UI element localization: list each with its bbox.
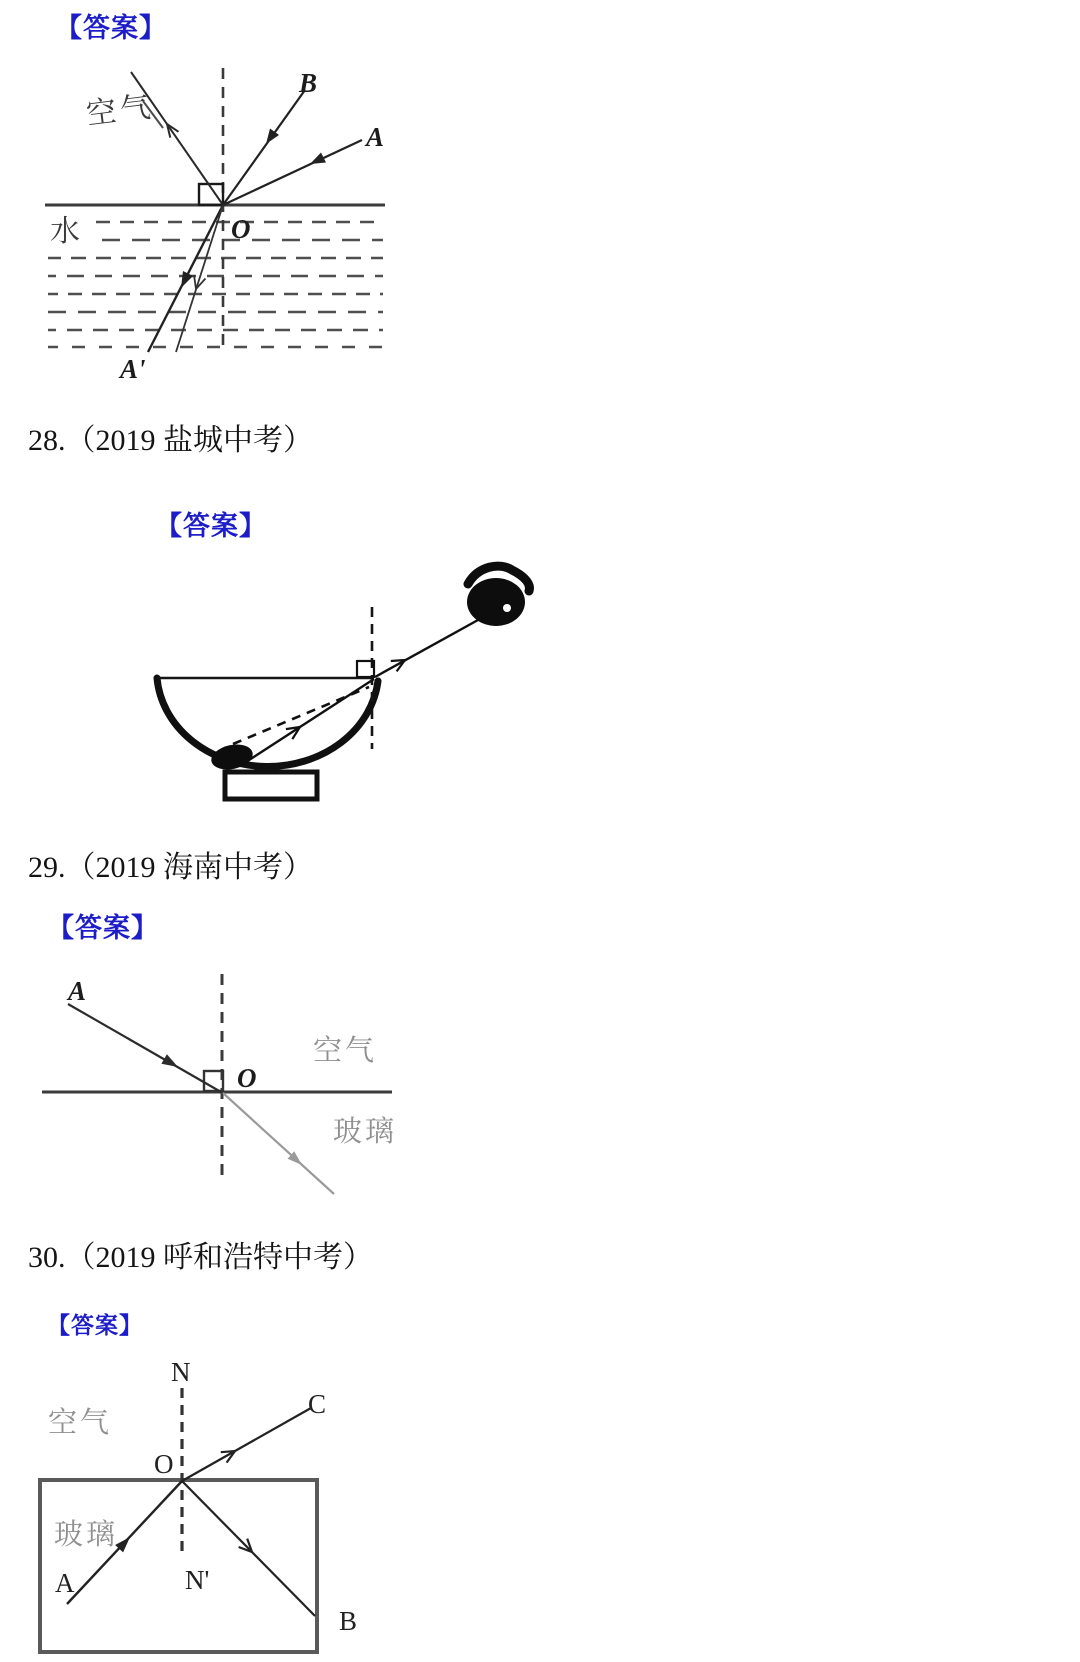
question-heading-28: 28.（2019 盐城中考） — [28, 424, 313, 457]
origin-label: O — [231, 214, 251, 244]
reflected-ray-b — [182, 1481, 315, 1616]
question-heading-30: 30.（2019 呼和浩特中考） — [28, 1241, 373, 1274]
ray-a-label: A — [366, 122, 385, 152]
diagram-air-water — [30, 50, 400, 385]
normal-top-label: N — [171, 1357, 191, 1387]
glass-label: 玻璃 — [54, 1519, 119, 1551]
incident-ray-arrowhead — [286, 727, 300, 739]
ray-b-label: B — [299, 68, 318, 98]
incident-ray-a — [223, 140, 362, 205]
water-label: 水 — [50, 215, 84, 248]
incident-ray-b — [223, 90, 305, 205]
answer-badge-27: 【答案】 — [55, 13, 167, 43]
ray-b-label: B — [339, 1606, 358, 1636]
incident-ray-a — [68, 1004, 221, 1092]
origin-label: O — [154, 1449, 174, 1479]
refracted-ray-c — [182, 1408, 311, 1481]
bowl-outline — [157, 678, 378, 767]
answer-badge-28: 【答案】 — [155, 511, 267, 541]
eye-icon — [467, 566, 529, 626]
water-hatch-lines — [48, 222, 383, 347]
refracted-ray-to-eye — [375, 620, 478, 677]
ray-a-label: A — [68, 976, 87, 1006]
incident-ray-from-coin — [246, 679, 374, 762]
air-label: 空气 — [84, 90, 157, 132]
incident-ray-arrowhead — [161, 1054, 178, 1067]
glass-block — [40, 1480, 317, 1652]
ray-a-label: A — [55, 1568, 75, 1598]
origin-label: O — [237, 1063, 257, 1093]
normal-bottom-label: N' — [185, 1565, 210, 1595]
question-heading-29: 29.（2019 海南中考） — [28, 851, 313, 884]
diagram-bowl-coin — [140, 520, 550, 810]
incident-ray-a-arrowhead — [310, 153, 326, 165]
refracted-ray-a-arrowhead — [181, 271, 193, 288]
answer-badge-29: 【答案】 — [47, 913, 159, 943]
refracted-ray-arrowhead — [391, 660, 405, 671]
air-label: 空气 — [48, 1407, 113, 1439]
diagram-air-glass — [30, 960, 410, 1205]
refracted-ray — [223, 1093, 334, 1194]
glass-label: 玻璃 — [333, 1116, 398, 1148]
refracted-a-label: A' — [120, 354, 146, 384]
bowl-base — [225, 772, 317, 799]
ray-c-label: C — [308, 1389, 327, 1419]
diagram-glass-block — [30, 1350, 380, 1662]
air-label: 空气 — [313, 1035, 378, 1067]
answer-badge-30: 【答案】 — [47, 1313, 143, 1338]
